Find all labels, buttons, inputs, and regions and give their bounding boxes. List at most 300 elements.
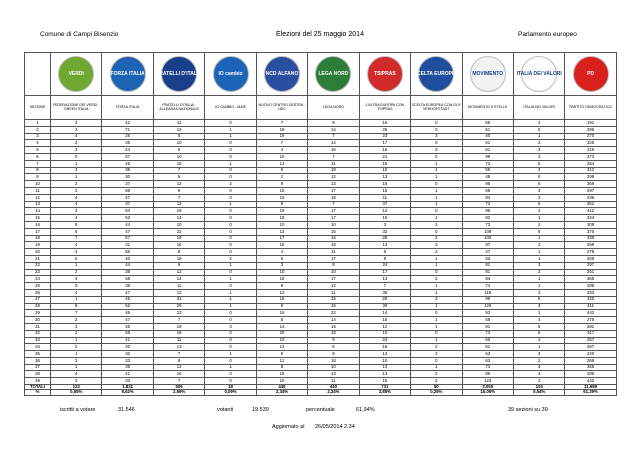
vote-count: 6 — [513, 330, 564, 337]
vote-count: 18 — [308, 357, 359, 364]
scelta-europea-logo-icon: SCELTA EUROPEA — [418, 56, 454, 92]
vote-count: 9 — [308, 120, 359, 127]
vote-count: 220 — [565, 351, 616, 358]
vote-count: 45 — [102, 160, 153, 167]
vote-count: 7 — [256, 120, 307, 127]
vote-count: 3 — [51, 147, 102, 154]
vote-count: 47 — [102, 194, 153, 201]
vote-count: 89 — [462, 371, 513, 378]
vote-count: 26 — [102, 133, 153, 140]
aggiornato-label: Aggiornato al — [272, 424, 305, 430]
vote-count: 0 — [51, 283, 102, 290]
table-row — [25, 242, 617, 249]
vote-count: 53 — [102, 215, 153, 222]
vote-count: 2 — [513, 140, 564, 147]
vote-count: 261 — [565, 269, 616, 276]
vote-count: 3 — [513, 303, 564, 310]
vote-count: 16 — [153, 371, 204, 378]
vote-count: 4 — [51, 249, 102, 256]
vote-count: 13 — [256, 344, 307, 351]
vote-count: 1 — [411, 289, 462, 296]
totals-label: TOTALI — [25, 385, 51, 390]
vote-count: 0 — [205, 208, 256, 215]
logo-row — [25, 53, 617, 96]
vote-count: 2 — [51, 269, 102, 276]
vote-count: 23 — [153, 310, 204, 317]
section-number: 25 — [25, 283, 51, 290]
party-logo-cell — [308, 53, 359, 96]
vote-count: 12 — [153, 181, 204, 188]
vote-count: 0 — [205, 187, 256, 194]
vote-count: 0 — [411, 153, 462, 160]
table-row — [25, 296, 617, 303]
page-title: Elezioni del 25 maggio 2014 — [276, 31, 364, 38]
vote-count: 11 — [308, 249, 359, 256]
vote-count: 10 — [308, 221, 359, 228]
vote-count: 73 — [462, 160, 513, 167]
vote-count: 7 — [308, 153, 359, 160]
party-name: MOVIMENTO 5 STELLE — [462, 96, 513, 120]
party-logo-cell — [205, 53, 256, 96]
vote-count: 35 — [359, 289, 410, 296]
vote-count: 15 — [359, 317, 410, 324]
section-number: 7 — [25, 160, 51, 167]
vote-count: 1 — [411, 215, 462, 222]
vote-count: 10 — [256, 337, 307, 344]
table-row — [25, 364, 617, 371]
total-value: 506 — [153, 385, 204, 390]
table-row — [25, 174, 617, 181]
m5s-logo-icon: MOVIMENTO — [470, 56, 506, 92]
vote-count: 63 — [462, 351, 513, 358]
vote-count: 47 — [462, 249, 513, 256]
vote-count: 10 — [359, 330, 410, 337]
table-row — [25, 228, 617, 235]
vote-count: 1 — [411, 194, 462, 201]
vote-count: 16 — [308, 235, 359, 242]
table-row — [25, 249, 617, 256]
vote-count: 14 — [308, 126, 359, 133]
lega-nord-logo-icon: LEGA NORD — [315, 56, 351, 92]
total-value: 445 — [256, 385, 307, 390]
vote-count: 1 — [411, 283, 462, 290]
vote-count: 18 — [308, 194, 359, 201]
vote-count: 0 — [205, 215, 256, 222]
vote-count: 23 — [359, 133, 410, 140]
vote-count: 6 — [51, 228, 102, 235]
vote-count: 0 — [205, 167, 256, 174]
section-number: 13 — [25, 201, 51, 208]
vote-count: 0 — [205, 120, 256, 127]
section-number: 38 — [25, 371, 51, 378]
vote-count: 2 — [411, 371, 462, 378]
vote-count: 0 — [411, 140, 462, 147]
vote-count: 99 — [462, 153, 513, 160]
vote-count: 47 — [102, 228, 153, 235]
vote-count: 3 — [513, 351, 564, 358]
vote-count: 6 — [308, 344, 359, 351]
vote-count: 82 — [462, 215, 513, 222]
vote-count: 4 — [51, 215, 102, 222]
section-number: 35 — [25, 351, 51, 358]
vote-count: 24 — [359, 262, 410, 269]
vote-count: 1 — [205, 262, 256, 269]
vote-count: 1 — [411, 255, 462, 262]
vote-count: 19 — [153, 255, 204, 262]
vote-count: 4 — [513, 371, 564, 378]
vote-count: 297 — [565, 262, 616, 269]
vote-count: 1 — [205, 296, 256, 303]
vote-count: 0 — [411, 310, 462, 317]
vote-count: 15 — [359, 160, 410, 167]
total-value: 18 — [205, 385, 256, 390]
vote-count: 3 — [513, 147, 564, 154]
percentage-value: 0,65% — [51, 390, 102, 395]
vote-count: 14 — [308, 317, 359, 324]
vote-count: 19 — [153, 323, 204, 330]
vote-count: 56 — [102, 249, 153, 256]
vote-count: 365 — [565, 276, 616, 283]
percentage-value: 2,34% — [256, 390, 307, 395]
vote-count: 2 — [51, 187, 102, 194]
vote-count: 0 — [205, 235, 256, 242]
vote-count: 286 — [565, 126, 616, 133]
vote-count: 278 — [565, 249, 616, 256]
percentage-value: 9,62% — [102, 390, 153, 395]
section-number: 30 — [25, 317, 51, 324]
party-logo-cell — [359, 53, 410, 96]
percentage-value: 0,09% — [205, 390, 256, 395]
vote-count: 16 — [308, 147, 359, 154]
vote-count: 11 — [153, 283, 204, 290]
vote-count: 37 — [102, 201, 153, 208]
vote-count: 1 — [411, 262, 462, 269]
section-number: 23 — [25, 269, 51, 276]
section-number: 4 — [25, 140, 51, 147]
section-number: 28 — [25, 303, 51, 310]
vote-count: 19 — [256, 133, 307, 140]
party-logo-cell — [565, 53, 616, 96]
total-value: 1.831 — [102, 385, 153, 390]
vote-count: 1 — [205, 303, 256, 310]
percentage-value: 0,26% — [411, 390, 462, 395]
vote-count: 47 — [102, 289, 153, 296]
vote-count: 191 — [565, 120, 616, 127]
table-row — [25, 153, 617, 160]
section-number: 39 — [25, 378, 51, 385]
vote-count: 10 — [256, 378, 307, 385]
vote-count: 14 — [153, 276, 204, 283]
section-number: 12 — [25, 194, 51, 201]
vote-count: 99 — [462, 296, 513, 303]
vote-count: 13 — [308, 181, 359, 188]
vote-count: 5 — [513, 160, 564, 167]
vote-count: 0 — [411, 126, 462, 133]
section-number: 36 — [25, 357, 51, 364]
vote-count: 18 — [256, 126, 307, 133]
vote-count: 442 — [565, 310, 616, 317]
party-logo-cell — [51, 53, 102, 96]
vote-count: 257 — [565, 344, 616, 351]
vote-count: 58 — [102, 330, 153, 337]
vote-count: 14 — [256, 160, 307, 167]
vote-count: 1 — [411, 364, 462, 371]
vote-count: 10 — [153, 153, 204, 160]
vote-count: 14 — [359, 310, 410, 317]
vote-count: 13 — [256, 228, 307, 235]
total-value: 11.689 — [565, 385, 616, 390]
vote-count: 37 — [359, 201, 410, 208]
vote-count: 0 — [205, 174, 256, 181]
vote-count: 3 — [51, 357, 102, 364]
table-row — [25, 323, 617, 330]
municipality-label: Comune di Campi Bisenzio — [40, 31, 119, 38]
vote-count: 10 — [308, 269, 359, 276]
vote-count: 4 — [51, 242, 102, 249]
vote-count: 40 — [102, 344, 153, 351]
percentages-label: % — [25, 390, 51, 395]
vote-count: 11 — [153, 120, 204, 127]
section-number: 16 — [25, 221, 51, 228]
section-header: SEZIONE — [25, 96, 51, 120]
percentuale-value: 61,94% — [356, 407, 375, 413]
table-row — [25, 371, 617, 378]
vote-count: 18 — [308, 242, 359, 249]
party-name: FORZA ITALIA — [102, 96, 153, 120]
vote-count: 95 — [462, 181, 513, 188]
section-number: 8 — [25, 167, 51, 174]
vote-count: 61 — [462, 147, 513, 154]
vote-count: 19 — [153, 208, 204, 215]
vote-count: 11 — [359, 194, 410, 201]
total-value: 3.050 — [462, 385, 513, 390]
vote-count: 412 — [565, 208, 616, 215]
vote-count: 98 — [462, 208, 513, 215]
section-number: 20 — [25, 249, 51, 256]
section-number: 1 — [25, 120, 51, 127]
vote-count: 1 — [205, 364, 256, 371]
vote-count: 45 — [102, 296, 153, 303]
vote-count: 0 — [205, 330, 256, 337]
vote-count: 9 — [153, 187, 204, 194]
section-number: 19 — [25, 242, 51, 249]
vote-count: 12 — [153, 269, 204, 276]
percentage-value: 2,34% — [308, 390, 359, 395]
vote-count: 14 — [308, 140, 359, 147]
vote-count: 1 — [51, 337, 102, 344]
section-number: 22 — [25, 262, 51, 269]
table-row — [25, 147, 617, 154]
vote-count: 324 — [565, 215, 616, 222]
vote-count: 30 — [359, 303, 410, 310]
vote-count: 4 — [256, 147, 307, 154]
vote-count: 1 — [51, 351, 102, 358]
percentage-value: 61,39% — [565, 390, 616, 395]
vote-count: 15 — [359, 187, 410, 194]
vote-count: 4 — [51, 194, 102, 201]
vote-count: 9 — [256, 303, 307, 310]
party-name: NUOVO CENTRO DESTRA - UDC — [256, 96, 307, 120]
vote-count: 7 — [308, 133, 359, 140]
vote-count: 5 — [513, 323, 564, 330]
vote-count: 35 — [102, 140, 153, 147]
vote-count: 19 — [153, 235, 204, 242]
section-number: 11 — [25, 187, 51, 194]
party-name: IO CAMBIO - MAIE — [205, 96, 256, 120]
sezioni-count: 39 sezioni su 39 — [508, 407, 548, 413]
party-logo-cell — [513, 53, 564, 96]
vote-count: 1 — [513, 215, 564, 222]
vote-count: 1 — [51, 174, 102, 181]
vote-count: 9 — [359, 255, 410, 262]
section-number: 31 — [25, 323, 51, 330]
vote-count: 355 — [565, 364, 616, 371]
section-number: 15 — [25, 215, 51, 222]
results-body — [25, 120, 617, 385]
vote-count: 2 — [51, 344, 102, 351]
vote-count: 53 — [462, 255, 513, 262]
section-number: 21 — [25, 255, 51, 262]
vote-count: 15 — [359, 120, 410, 127]
vote-count: 3 — [513, 153, 564, 160]
total-value: 123 — [51, 385, 102, 390]
vote-count: 16 — [359, 344, 410, 351]
vote-count: 17 — [308, 208, 359, 215]
vote-count: 18 — [308, 330, 359, 337]
vote-count: 9 — [256, 181, 307, 188]
table-row — [25, 357, 617, 364]
vote-count: 273 — [565, 153, 616, 160]
vote-count: 269 — [565, 357, 616, 364]
vote-count: 1 — [205, 126, 256, 133]
vote-count: 2 — [513, 337, 564, 344]
vote-count: 12 — [256, 289, 307, 296]
forza-italia-logo-icon: FORZA ITALIA — [110, 56, 146, 92]
vote-count: 7 — [153, 167, 204, 174]
vote-count: 2 — [513, 208, 564, 215]
vote-count: 74 — [462, 283, 513, 290]
vote-count: 100 — [462, 235, 513, 242]
vote-count: 1 — [411, 317, 462, 324]
vote-count: 33 — [102, 378, 153, 385]
vote-count: 0 — [205, 378, 256, 385]
vote-count: 2 — [513, 242, 564, 249]
vote-count: 2 — [513, 378, 564, 385]
table-row — [25, 120, 617, 127]
votanti-value: 19.539 — [252, 407, 269, 413]
vote-count: 7 — [308, 201, 359, 208]
vote-count: 5 — [513, 181, 564, 188]
table-row — [25, 140, 617, 147]
iscritti-label: iscritti a votare — [60, 407, 96, 413]
vote-count: 52 — [102, 303, 153, 310]
vote-count: 3 — [411, 147, 462, 154]
vote-count: 44 — [102, 262, 153, 269]
vote-count: 61 — [462, 140, 513, 147]
percentage-value: 16,05% — [462, 390, 513, 395]
vote-count: 269 — [565, 255, 616, 262]
vote-count: 2 — [513, 221, 564, 228]
vote-count: 8 — [256, 317, 307, 324]
vote-count: 17 — [256, 235, 307, 242]
vote-count: 41 — [102, 371, 153, 378]
vote-count: 1 — [51, 262, 102, 269]
vote-count: 0 — [205, 269, 256, 276]
vote-count: 4 — [51, 371, 102, 378]
vote-count: 10 — [153, 140, 204, 147]
vote-count: 71 — [102, 126, 153, 133]
vote-count: 2 — [205, 181, 256, 188]
vote-count: 333 — [565, 289, 616, 296]
vote-count: 0 — [205, 317, 256, 324]
table-row — [25, 351, 617, 358]
party-logo-cell — [153, 53, 204, 96]
vote-count: 8 — [308, 262, 359, 269]
section-number: 10 — [25, 181, 51, 188]
vote-count: 5 — [153, 174, 204, 181]
vote-count: 11 — [153, 337, 204, 344]
ncd-udc-logo-icon: NCD ALFANO — [264, 56, 300, 92]
vote-count: 3 — [411, 296, 462, 303]
vote-count: 7 — [153, 351, 204, 358]
vote-count: 8 — [308, 351, 359, 358]
vote-count: 2 — [513, 357, 564, 364]
table-row — [25, 133, 617, 140]
party-logo-cell — [102, 53, 153, 96]
vote-count: 16 — [308, 303, 359, 310]
vote-count: 73 — [462, 201, 513, 208]
vote-count: 3 — [513, 289, 564, 296]
vote-count: 5 — [256, 167, 307, 174]
vote-count: 1 — [411, 167, 462, 174]
section-number: 27 — [25, 296, 51, 303]
empty-corner — [25, 53, 51, 96]
vote-count: 51 — [462, 126, 513, 133]
vote-count: 26 — [153, 303, 204, 310]
party-logo-cell — [256, 53, 307, 96]
vote-count: 12 — [153, 289, 204, 296]
section-number: 32 — [25, 330, 51, 337]
vote-count: 7 — [153, 378, 204, 385]
vote-count: 4 — [51, 276, 102, 283]
vote-count: 8 — [153, 147, 204, 154]
vote-count: 12 — [359, 323, 410, 330]
vote-count: 9 — [153, 262, 204, 269]
vote-count: 68 — [102, 187, 153, 194]
vote-count: 20 — [256, 330, 307, 337]
percentuale-label: percentuale — [306, 407, 335, 413]
vote-count: 11 — [308, 160, 359, 167]
section-number: 17 — [25, 228, 51, 235]
vote-count: 24 — [359, 337, 410, 344]
vote-count: 1 — [205, 289, 256, 296]
vote-count: 73 — [462, 330, 513, 337]
table-row — [25, 181, 617, 188]
vote-count: 3 — [411, 221, 462, 228]
vote-count: 17 — [308, 215, 359, 222]
vote-count: 5 — [513, 296, 564, 303]
vote-count: 12 — [153, 126, 204, 133]
io-cambio-logo-icon: IO cambio — [213, 56, 249, 92]
vote-count: 17 — [308, 255, 359, 262]
vote-count: 308 — [565, 221, 616, 228]
vote-count: 3 — [51, 120, 102, 127]
table-row — [25, 215, 617, 222]
table-row — [25, 330, 617, 337]
vote-count: 12 — [153, 364, 204, 371]
vote-count: 84 — [462, 276, 513, 283]
section-number: 33 — [25, 337, 51, 344]
